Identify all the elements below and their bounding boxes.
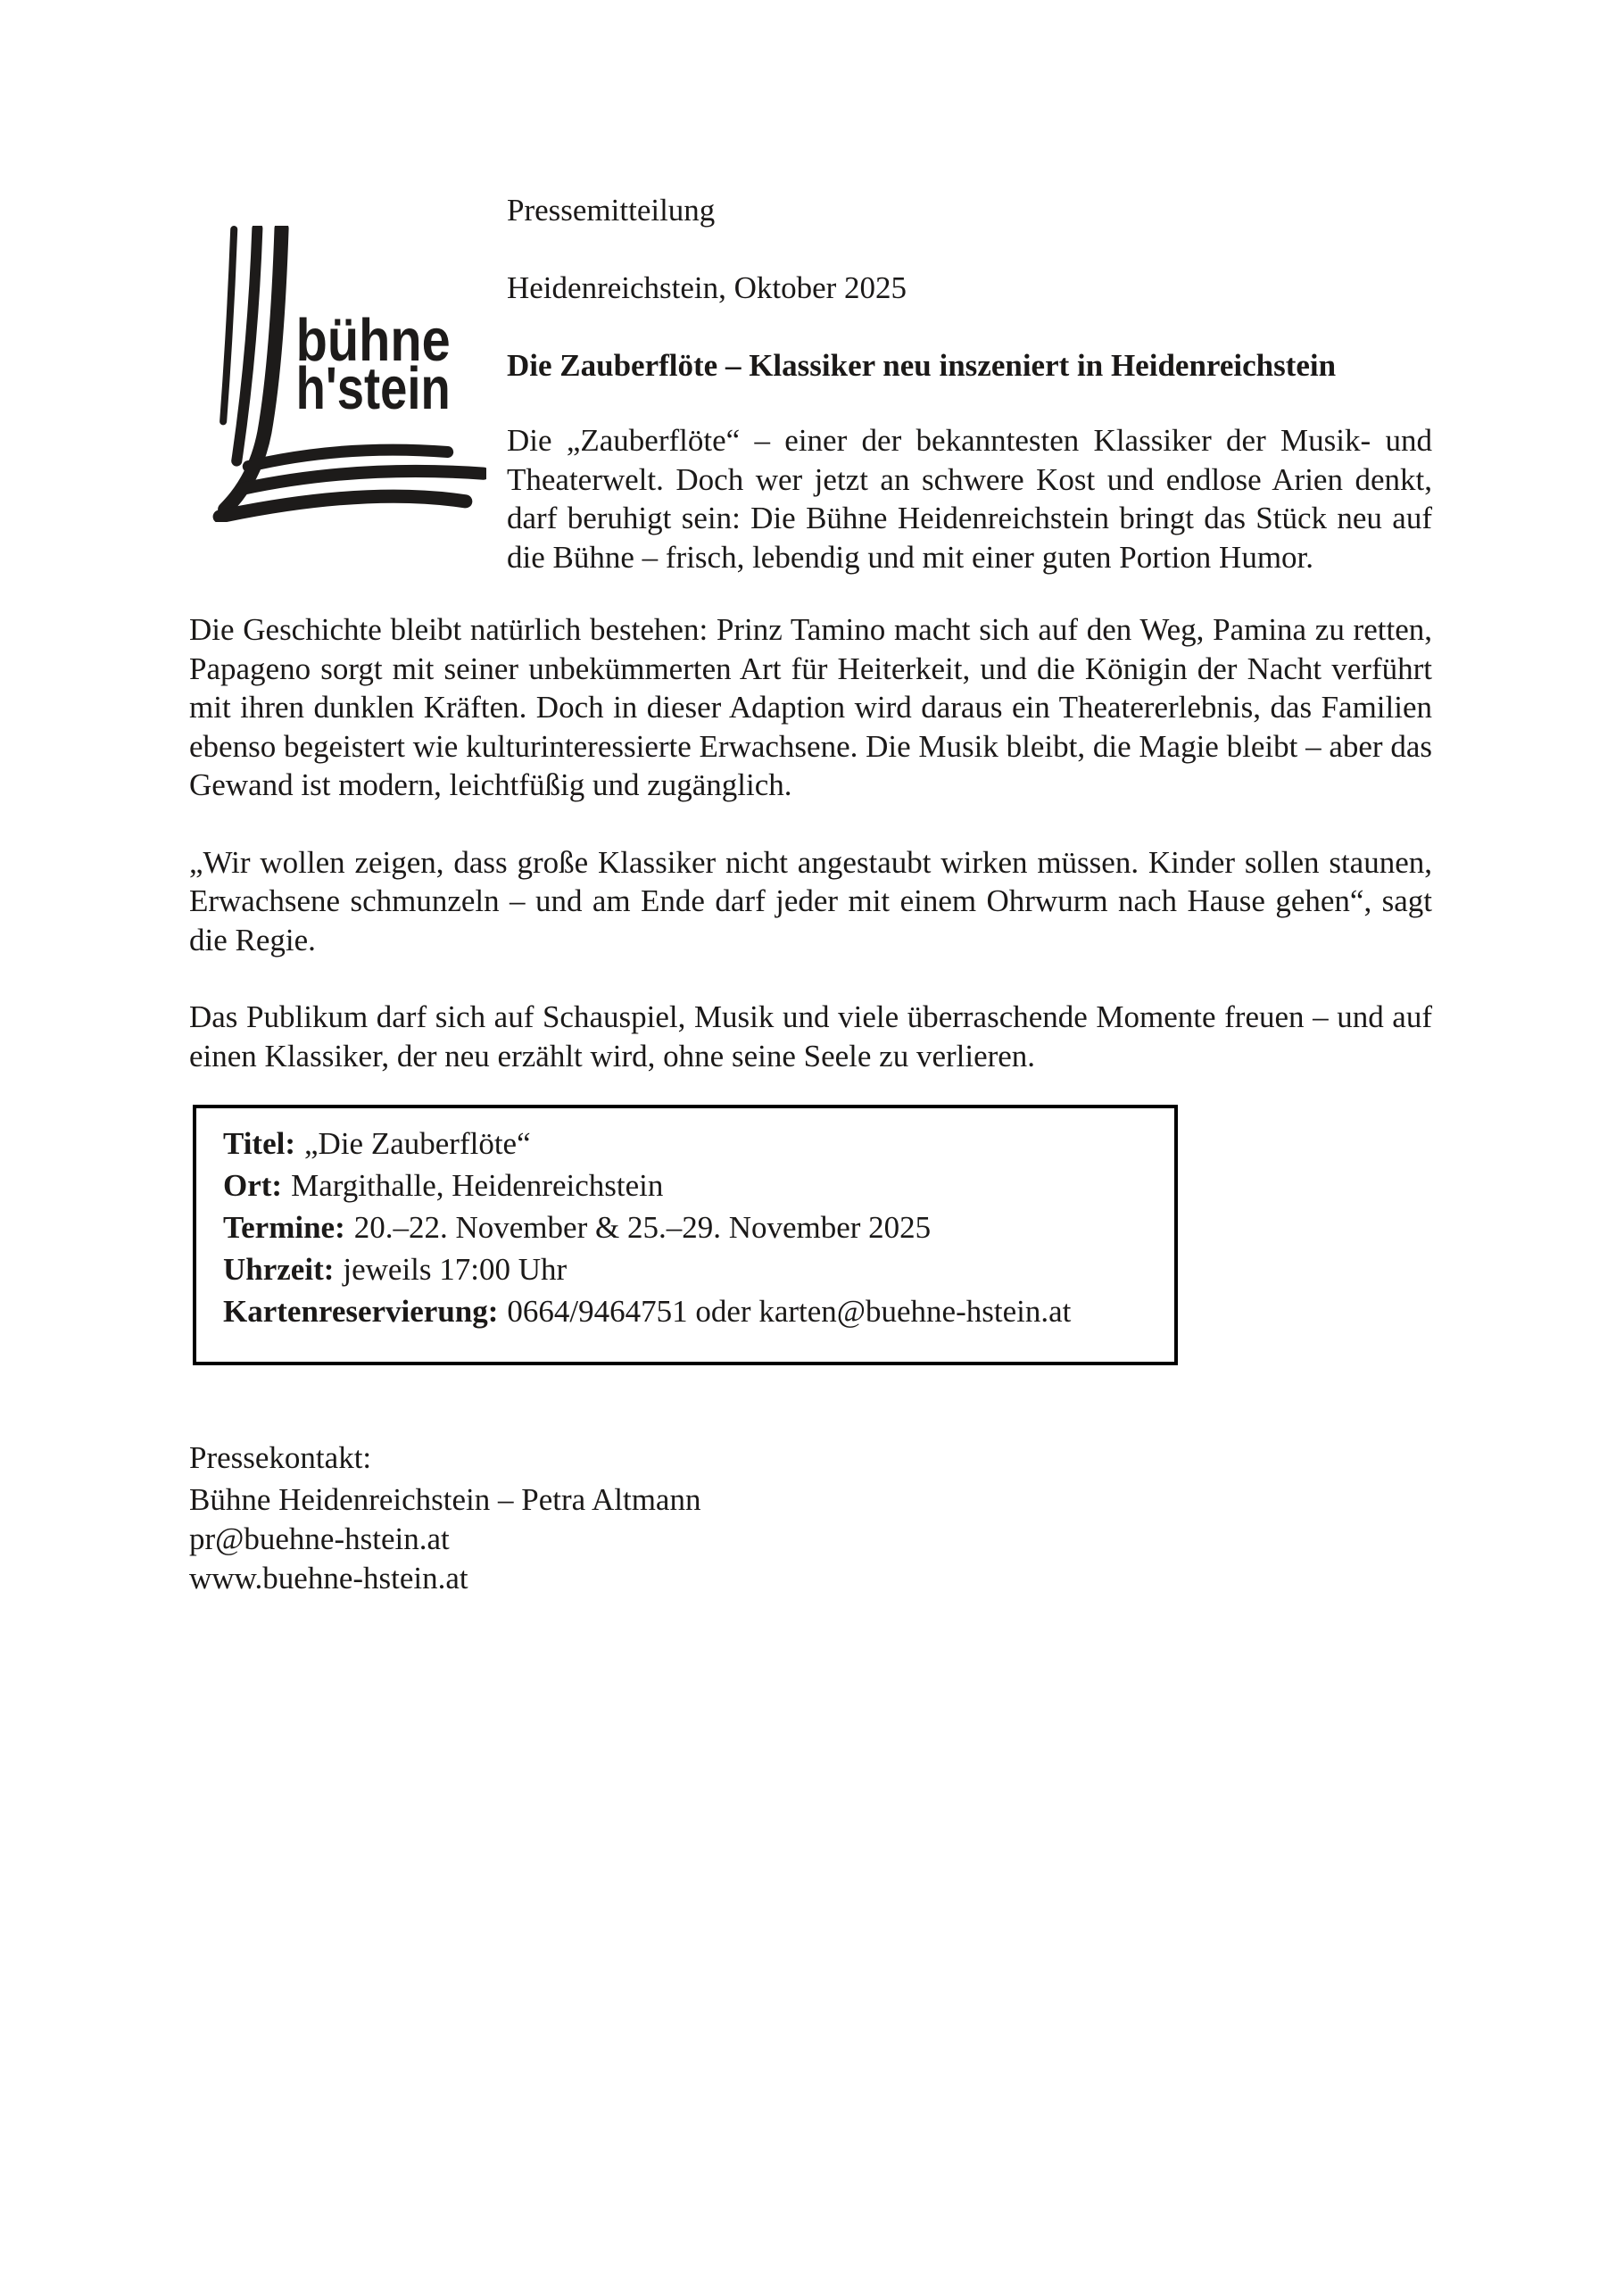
body-paragraph-2: „Wir wollen zeigen, dass große Klassiker nicht angestaubt wirken müssen. Kinder sollen staunen, Erwachsene schmunzeln – und am Ende darf jeder mit einem Ohrwurm nach Hause gehen“, sagt die Regie. bbox=[189, 844, 1432, 957]
info-label-location: Ort: bbox=[223, 1168, 283, 1203]
info-value-location: Margithalle, Heidenreichstein bbox=[291, 1168, 664, 1203]
logo-spine-stroke-middle bbox=[236, 228, 257, 461]
info-label-time: Uhrzeit: bbox=[223, 1252, 335, 1287]
info-value-reservation: 0664/9464751 oder karten@buehne-hstein.at bbox=[507, 1294, 1072, 1329]
logo-wordmark-line2: h'stein bbox=[295, 356, 451, 423]
press-contact bbox=[189, 1438, 700, 1598]
logo-page-stroke-middle bbox=[243, 471, 484, 489]
buehne-hstein-logo bbox=[212, 226, 486, 522]
logo-wordmark-line1: bühne bbox=[295, 307, 451, 374]
logo-page-stroke-top bbox=[248, 450, 447, 466]
contact-organisation: Bühne Heidenreichstein – Petra Altmann bbox=[189, 1482, 701, 1517]
body-paragraph-3: Das Publikum darf sich auf Schauspiel, Musik und viele überraschende Momente freuen – und auf einen Klassiker, der neu erzählt wird, ohne seine Seele zu verlieren. bbox=[189, 999, 1432, 1073]
logo-page-stroke-bottom bbox=[220, 496, 466, 517]
info-value-dates: 20.–22. November & 25.–29. November 2025 bbox=[353, 1210, 932, 1245]
logo-spine-stroke-left bbox=[223, 229, 234, 421]
info-value-title: „Die Zauberflöte“ bbox=[304, 1126, 531, 1161]
info-label-reservation: Kartenreservierung: bbox=[223, 1294, 499, 1329]
lead-paragraph: Die „Zauberflöte“ – einer der bekanntesten Klassiker der Musik- und Theaterwelt. Doch wer jetzt an schwere Kost und endlose Arien denkt, darf beruhigt sein: Die Bühne Heidenreichstein bringt das Stück neu auf die Bühne – frisch, lebendig und mit einer guten Portion Humor. bbox=[507, 423, 1432, 575]
info-row-time bbox=[223, 1248, 1160, 1290]
contact-email: pr@buehne-hstein.at bbox=[189, 1521, 450, 1556]
event-info-box bbox=[193, 1105, 1178, 1365]
info-value-time: jeweils 17:00 Uhr bbox=[343, 1252, 568, 1287]
info-label-title: Titel: bbox=[223, 1126, 296, 1161]
info-label-dates: Termine: bbox=[223, 1210, 345, 1245]
info-row-reservation bbox=[223, 1290, 1160, 1332]
document-type-label: Pressemitteilung bbox=[507, 193, 716, 228]
headline: Die Zauberflöte – Klassiker neu inszeniert in Heidenreichstein bbox=[507, 348, 1337, 383]
info-row-title bbox=[223, 1123, 1160, 1165]
contact-website: www.buehne-hstein.at bbox=[189, 1561, 468, 1596]
dateline: Heidenreichstein, Oktober 2025 bbox=[507, 270, 907, 305]
contact-heading: Pressekontakt: bbox=[189, 1440, 372, 1475]
body-paragraph-1: Die Geschichte bleibt natürlich bestehen: Prinz Tamino macht sich auf den Weg, Pamina zu retten, Papageno sorgt mit seiner unbekümmerten Art für Heiterkeit, und die Königin der Nacht verführt mit ihren dunklen Kräften. Doch in dieser Adaption wird daraus ein Theatererlebnis, das Familien ebenso begeistert wie kulturinteressierte Erwachsene. Die Musik bleibt, die Magie bleibt – aber das Gewand ist modern, leichtfüßig und zugänglich. bbox=[189, 612, 1432, 802]
info-row-location bbox=[223, 1165, 1160, 1206]
body-text bbox=[189, 610, 1432, 1114]
info-row-dates bbox=[223, 1206, 1160, 1248]
